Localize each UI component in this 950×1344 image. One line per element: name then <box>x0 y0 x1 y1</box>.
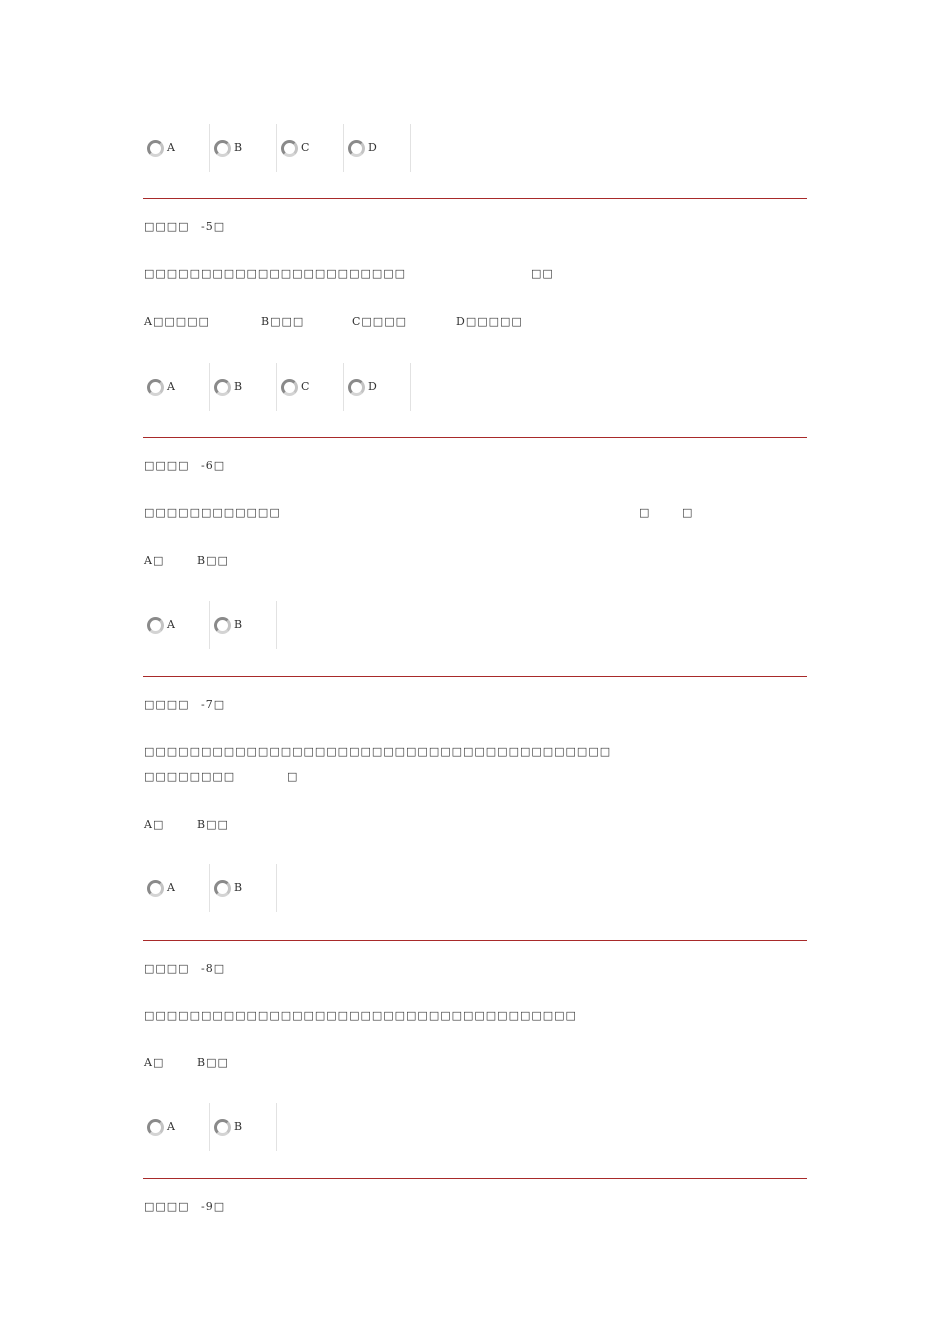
section-divider <box>143 437 807 438</box>
question-blank: □□ <box>531 267 554 280</box>
radio-option-d[interactable] <box>344 124 411 172</box>
question-type-label: □□□□ <box>144 698 190 711</box>
question-stem: □□□□□□□□□□□□ <box>144 506 281 519</box>
radio-label: A <box>167 380 175 393</box>
radio-circle-icon <box>281 140 298 157</box>
radio-label: D <box>368 141 377 154</box>
radio-circle-icon <box>147 617 164 634</box>
radio-option-a[interactable] <box>143 1103 210 1151</box>
radio-option-b[interactable] <box>210 124 277 172</box>
option-a-text: A□ <box>144 818 165 831</box>
option-a-text: A□ <box>144 1056 165 1069</box>
radio-option-b[interactable] <box>210 601 277 649</box>
question-blank: □ <box>287 770 299 783</box>
question-stem: □□□□□□□□□□□□□□□□□□□□□□□ <box>144 267 407 280</box>
question-number: -6□ <box>201 459 226 472</box>
radio-option-b[interactable] <box>210 864 277 912</box>
question-number: -9□ <box>201 1200 226 1213</box>
question-stem-line2: □□□□□□□□ <box>144 770 236 783</box>
radio-circle-icon <box>147 140 164 157</box>
radio-option-a[interactable] <box>143 363 210 411</box>
radio-circle-icon <box>214 880 231 897</box>
section-divider <box>143 940 807 941</box>
radio-label: A <box>167 618 175 631</box>
answer-paren-close: □ <box>682 506 694 519</box>
radio-label: A <box>167 141 175 154</box>
question-stem: □□□□□□□□□□□□□□□□□□□□□□□□□□□□□□□□□□□□□□ <box>144 1009 577 1022</box>
option-b-text: B□□□ <box>261 315 305 328</box>
radio-label: A <box>167 881 175 894</box>
radio-circle-icon <box>214 140 231 157</box>
radio-option-c[interactable] <box>277 124 344 172</box>
radio-label: B <box>234 881 243 894</box>
radio-option-a[interactable] <box>143 601 210 649</box>
question-number: -8□ <box>201 962 226 975</box>
section-divider <box>143 676 807 677</box>
radio-group-q5 <box>143 363 411 411</box>
radio-circle-icon <box>147 379 164 396</box>
question-type-label: □□□□ <box>144 220 190 233</box>
question-type-label: □□□□ <box>144 459 190 472</box>
radio-group-q8 <box>143 1103 277 1151</box>
section-divider <box>143 1178 807 1179</box>
option-c-text: C□□□□ <box>352 315 407 328</box>
radio-label: B <box>234 618 243 631</box>
radio-label: C <box>301 380 310 393</box>
radio-circle-icon <box>214 1119 231 1136</box>
radio-option-b[interactable] <box>210 1103 277 1151</box>
radio-label: B <box>234 380 243 393</box>
question-stem-line1: □□□□□□□□□□□□□□□□□□□□□□□□□□□□□□□□□□□□□□□□□ <box>144 745 612 758</box>
answer-paren-open: □ <box>639 506 651 519</box>
option-b-text: B□□ <box>197 554 229 567</box>
option-b-text: B□□ <box>197 1056 229 1069</box>
radio-group-q6 <box>143 601 277 649</box>
radio-option-b[interactable] <box>210 363 277 411</box>
radio-group-prev <box>143 124 411 172</box>
radio-option-d[interactable] <box>344 363 411 411</box>
radio-circle-icon <box>214 379 231 396</box>
question-number: -7□ <box>201 698 226 711</box>
option-b-text: B□□ <box>197 818 229 831</box>
option-a-text: A□ <box>144 554 165 567</box>
section-divider <box>143 198 807 199</box>
radio-label: B <box>234 141 243 154</box>
radio-group-q7 <box>143 864 277 912</box>
option-a-text: A□□□□□ <box>144 315 210 328</box>
radio-option-a[interactable] <box>143 864 210 912</box>
radio-label: D <box>368 380 377 393</box>
radio-label: A <box>167 1120 175 1133</box>
radio-label: B <box>234 1120 243 1133</box>
radio-circle-icon <box>348 140 365 157</box>
radio-circle-icon <box>281 379 298 396</box>
radio-option-c[interactable] <box>277 363 344 411</box>
radio-circle-icon <box>348 379 365 396</box>
radio-option-a[interactable] <box>143 124 210 172</box>
radio-circle-icon <box>147 1119 164 1136</box>
question-type-label: □□□□ <box>144 962 190 975</box>
radio-label: C <box>301 141 310 154</box>
question-number: -5□ <box>201 220 226 233</box>
radio-circle-icon <box>147 880 164 897</box>
question-type-label: □□□□ <box>144 1200 190 1213</box>
radio-circle-icon <box>214 617 231 634</box>
option-d-text: D□□□□□ <box>456 315 523 328</box>
